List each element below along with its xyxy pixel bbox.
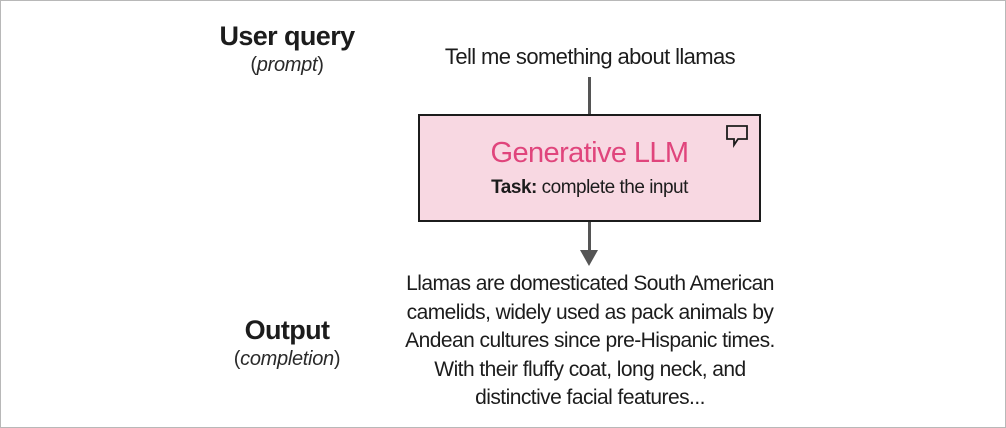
prompt-text: Tell me something about llamas: [444, 44, 736, 69]
task-text: complete the input: [541, 177, 688, 198]
output-completion-text: [370, 270, 810, 413]
task-label: Task:: [491, 177, 537, 198]
output-line: distinctive facial features...: [475, 386, 705, 409]
output-line: camelids, widely used as pack animals by: [406, 300, 774, 324]
generative-llm-box: [418, 114, 761, 222]
model-title: Generative LLM: [490, 137, 689, 169]
model-to-output-connector: [588, 222, 591, 252]
output-line: With their fluffy coat, long neck, and: [434, 357, 746, 381]
user-query-subtitle: (prompt): [250, 54, 324, 76]
output-label: [177, 314, 397, 372]
output-line: Andean cultures since pre-Hispanic times.: [405, 329, 775, 352]
user-query-title: User query: [219, 21, 355, 51]
prompt-to-model-connector: [588, 77, 591, 114]
output-line: Llamas are domesticated South American: [406, 272, 774, 295]
model-task: [420, 176, 759, 200]
output-subtitle: (completion): [233, 348, 341, 370]
user-query-label: [177, 20, 397, 78]
arrow-down-icon: [580, 250, 598, 266]
output-title: Output: [244, 315, 330, 345]
